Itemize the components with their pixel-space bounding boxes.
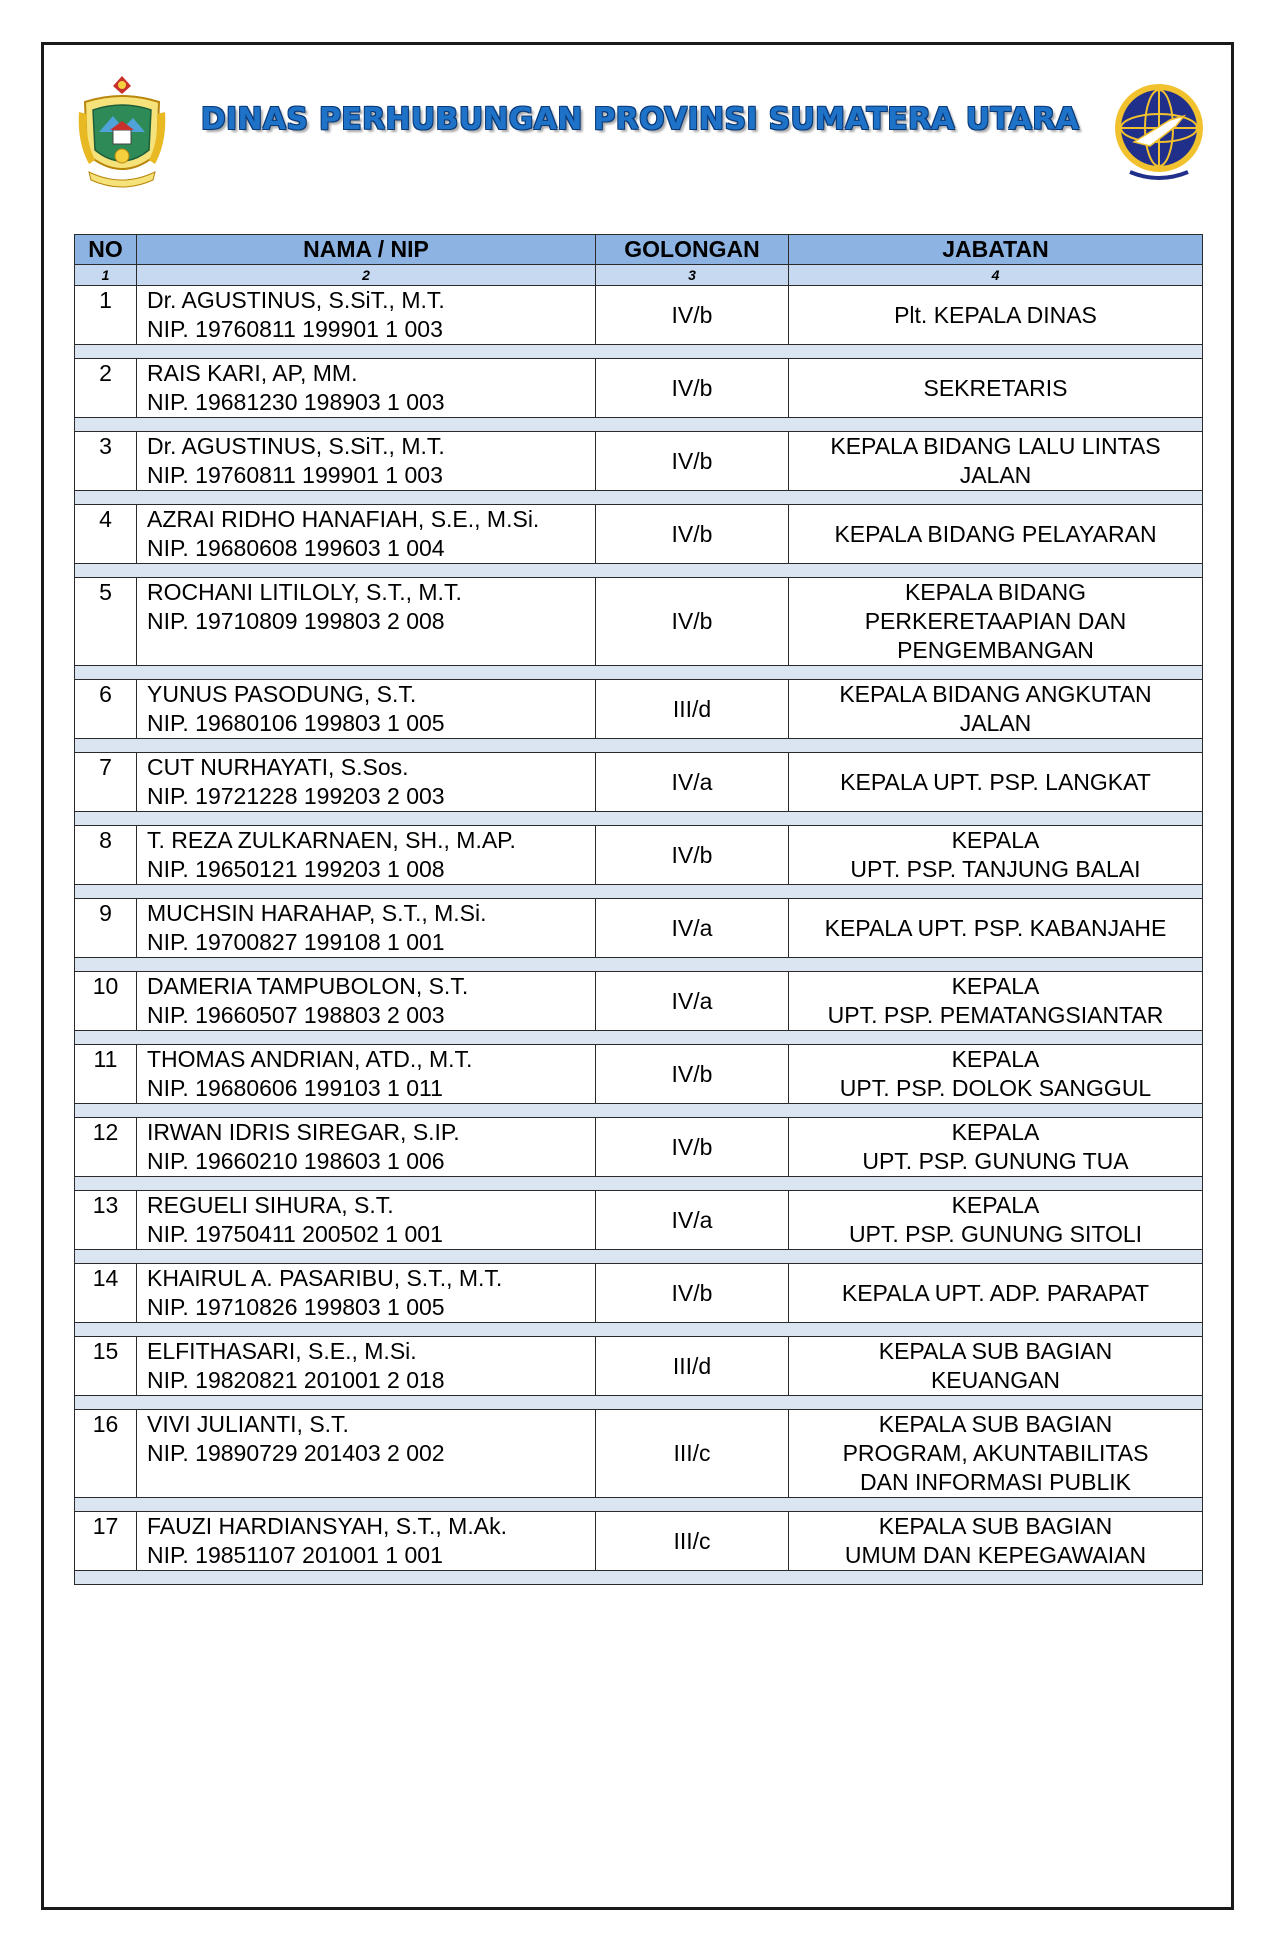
jabatan-line: PERKERETAAPIAN DAN: [864, 608, 1127, 634]
row-separator: [75, 739, 1203, 753]
table-row: [75, 1118, 1203, 1177]
jabatan-cell: [789, 1118, 1203, 1177]
row-separator-cell: [75, 1498, 1203, 1512]
golongan-cell: III/c: [596, 1512, 789, 1571]
row-number: 10: [75, 972, 137, 1031]
jabatan-line: UPT. PSP. GUNUNG SITOLI: [848, 1221, 1143, 1247]
golongan-cell: IV/b: [596, 432, 789, 491]
jabatan-cell: [789, 505, 1203, 564]
row-separator: [75, 1250, 1203, 1264]
name-nip-cell: [137, 432, 596, 491]
jabatan-line: KEPALA: [951, 973, 1040, 999]
official-name: IRWAN IDRIS SIREGAR, S.IP.: [147, 1119, 460, 1145]
row-separator-cell: [75, 564, 1203, 578]
row-separator: [75, 812, 1203, 826]
jabatan-line: UPT. PSP. TANJUNG BALAI: [850, 856, 1141, 882]
official-name: Dr. AGUSTINUS, S.SiT., M.T.: [147, 433, 445, 459]
name-nip-cell: [137, 1410, 596, 1498]
table-row: [75, 826, 1203, 885]
jabatan-cell: [789, 1191, 1203, 1250]
golongan-cell: IV/b: [596, 578, 789, 666]
jabatan-line: UPT. PSP. PEMATANGSIANTAR: [827, 1002, 1164, 1028]
row-number: 16: [75, 1410, 137, 1498]
column-header-jabatan: JABATAN: [789, 235, 1203, 265]
row-number: 15: [75, 1337, 137, 1396]
jabatan-line: KEPALA SUB BAGIAN: [878, 1338, 1113, 1364]
name-nip-cell: [137, 1191, 596, 1250]
official-nip: NIP. 19660507 198803 2 003: [147, 1002, 445, 1028]
row-separator-cell: [75, 1323, 1203, 1337]
golongan-cell: III/d: [596, 1337, 789, 1396]
row-separator-cell: [75, 812, 1203, 826]
golongan-cell: III/c: [596, 1410, 789, 1498]
row-separator: [75, 491, 1203, 505]
jabatan-line: KEPALA SUB BAGIAN: [878, 1411, 1113, 1437]
table-row: [75, 1191, 1203, 1250]
official-name: T. REZA ZULKARNAEN, SH., M.AP.: [147, 827, 516, 853]
official-name: Dr. AGUSTINUS, S.SiT., M.T.: [147, 287, 445, 313]
table-row: [75, 578, 1203, 666]
name-nip-cell: [137, 505, 596, 564]
golongan-cell: IV/b: [596, 1118, 789, 1177]
row-number: 1: [75, 286, 137, 345]
jabatan-line: JALAN: [959, 462, 1032, 488]
row-separator-cell: [75, 491, 1203, 505]
row-number: 14: [75, 1264, 137, 1323]
name-nip-cell: [137, 753, 596, 812]
table-row: [75, 359, 1203, 418]
column-number: 4: [789, 265, 1203, 286]
row-separator: [75, 1177, 1203, 1191]
row-number: 11: [75, 1045, 137, 1104]
row-separator: [75, 958, 1203, 972]
official-name: DAMERIA TAMPUBOLON, S.T.: [147, 973, 469, 999]
row-separator: [75, 1104, 1203, 1118]
jabatan-line: KEPALA BIDANG LALU LINTAS: [830, 433, 1161, 459]
official-nip: NIP. 19681230 198903 1 003: [147, 389, 445, 415]
jabatan-line: PENGEMBANGAN: [897, 637, 1094, 663]
page-title: DINAS PERHUBUNGAN PROVINSI SUMATERA UTARA: [200, 102, 1080, 137]
jabatan-line: KEPALA BIDANG PELAYARAN: [834, 520, 1157, 547]
row-separator: [75, 1571, 1203, 1585]
row-separator-cell: [75, 345, 1203, 359]
row-separator-cell: [75, 1571, 1203, 1585]
row-separator-cell: [75, 739, 1203, 753]
jabatan-cell: [789, 1410, 1203, 1498]
officials-table: [74, 234, 1203, 1585]
official-nip: NIP. 19680106 199803 1 005: [147, 710, 445, 736]
row-number: 8: [75, 826, 137, 885]
name-nip-cell: [137, 1512, 596, 1571]
row-separator-cell: [75, 1031, 1203, 1045]
table-row: [75, 1264, 1203, 1323]
official-name: REGUELI SIHURA, S.T.: [147, 1192, 394, 1218]
jabatan-cell: [789, 1264, 1203, 1323]
row-number: 5: [75, 578, 137, 666]
official-nip: NIP. 19760811 199901 1 003: [147, 316, 443, 342]
column-header-golongan: GOLONGAN: [596, 235, 789, 265]
name-nip-cell: [137, 578, 596, 666]
jabatan-line: KEPALA UPT. ADP. PARAPAT: [841, 1279, 1150, 1306]
official-name: VIVI JULIANTI, S.T.: [147, 1411, 349, 1437]
jabatan-cell: [789, 1337, 1203, 1396]
row-number: 17: [75, 1512, 137, 1571]
jabatan-cell: [789, 432, 1203, 491]
table-row: [75, 1045, 1203, 1104]
row-number: 13: [75, 1191, 137, 1250]
table-row: [75, 753, 1203, 812]
table-row: [75, 432, 1203, 491]
official-nip: NIP. 19650121 199203 1 008: [147, 856, 445, 882]
jabatan-line: KEPALA BIDANG: [904, 579, 1087, 605]
column-header-nama-nip: NAMA / NIP: [137, 235, 596, 265]
name-nip-cell: [137, 972, 596, 1031]
jabatan-cell: [789, 753, 1203, 812]
jabatan-cell: [789, 1045, 1203, 1104]
column-number: 1: [75, 265, 137, 286]
table-row: [75, 1512, 1203, 1571]
name-nip-cell: [137, 1337, 596, 1396]
row-separator-cell: [75, 1396, 1203, 1410]
official-name: MUCHSIN HARAHAP, S.T., M.Si.: [147, 900, 487, 926]
table-body: [75, 286, 1203, 1585]
name-nip-cell: [137, 1118, 596, 1177]
official-nip: NIP. 19700827 199108 1 001: [147, 929, 445, 955]
name-nip-cell: [137, 899, 596, 958]
official-name: KHAIRUL A. PASARIBU, S.T., M.T.: [147, 1265, 503, 1291]
jabatan-line: UMUM DAN KEPEGAWAIAN: [844, 1542, 1147, 1568]
golongan-cell: IV/b: [596, 1045, 789, 1104]
official-nip: NIP. 19750411 200502 1 001: [147, 1221, 443, 1247]
jabatan-line: KEPALA: [951, 827, 1040, 853]
table-row: [75, 899, 1203, 958]
row-number: 2: [75, 359, 137, 418]
jabatan-cell: [789, 899, 1203, 958]
jabatan-line: UPT. PSP. GUNUNG TUA: [862, 1148, 1129, 1174]
jabatan-line: KEPALA: [951, 1192, 1040, 1218]
column-header-no: NO: [75, 235, 137, 265]
row-separator: [75, 666, 1203, 680]
name-nip-cell: [137, 826, 596, 885]
official-nip: NIP. 19710826 199803 1 005: [147, 1294, 445, 1320]
jabatan-line: PROGRAM, AKUNTABILITAS: [842, 1440, 1149, 1466]
golongan-cell: IV/b: [596, 1264, 789, 1323]
provincial-emblem-icon: [77, 72, 167, 190]
jabatan-cell: [789, 680, 1203, 739]
row-separator: [75, 885, 1203, 899]
transport-ministry-icon: [1110, 80, 1208, 184]
table-row: [75, 1410, 1203, 1498]
official-nip: NIP. 19721228 199203 2 003: [147, 783, 445, 809]
official-nip: NIP. 19660210 198603 1 006: [147, 1148, 445, 1174]
name-nip-cell: [137, 359, 596, 418]
table-row: [75, 972, 1203, 1031]
jabatan-line: KEUANGAN: [930, 1367, 1061, 1393]
jabatan-cell: [789, 1512, 1203, 1571]
row-separator-cell: [75, 885, 1203, 899]
row-number: 12: [75, 1118, 137, 1177]
jabatan-cell: [789, 359, 1203, 418]
jabatan-line: SEKRETARIS: [923, 374, 1068, 401]
jabatan-cell: [789, 286, 1203, 345]
jabatan-cell: [789, 826, 1203, 885]
row-number: 4: [75, 505, 137, 564]
jabatan-line: KEPALA UPT. PSP. LANGKAT: [840, 768, 1151, 795]
row-separator: [75, 345, 1203, 359]
jabatan-line: Plt. KEPALA DINAS: [894, 301, 1097, 328]
golongan-cell: IV/b: [596, 505, 789, 564]
official-name: CUT NURHAYATI, S.Sos.: [147, 754, 409, 780]
table-row: [75, 286, 1203, 345]
golongan-cell: III/d: [596, 680, 789, 739]
jabatan-line: JALAN: [959, 710, 1032, 736]
column-number: 3: [596, 265, 789, 286]
official-name: FAUZI HARDIANSYAH, S.T., M.Ak.: [147, 1513, 507, 1539]
table-header-row: [75, 235, 1203, 265]
table-row: [75, 505, 1203, 564]
golongan-cell: IV/b: [596, 826, 789, 885]
row-separator: [75, 1498, 1203, 1512]
column-number: 2: [137, 265, 596, 286]
jabatan-cell: [789, 972, 1203, 1031]
jabatan-line: KEPALA SUB BAGIAN: [878, 1513, 1113, 1539]
row-separator-cell: [75, 1104, 1203, 1118]
official-nip: NIP. 19760811 199901 1 003: [147, 462, 443, 488]
golongan-cell: IV/a: [596, 1191, 789, 1250]
row-number: 3: [75, 432, 137, 491]
golongan-cell: IV/a: [596, 753, 789, 812]
name-nip-cell: [137, 1264, 596, 1323]
official-nip: NIP. 19680606 199103 1 011: [147, 1075, 443, 1101]
row-number: 7: [75, 753, 137, 812]
name-nip-cell: [137, 1045, 596, 1104]
table-row: [75, 680, 1203, 739]
official-name: ROCHANI LITILOLY, S.T., M.T.: [147, 579, 462, 605]
official-name: RAIS KARI, AP, MM.: [147, 360, 358, 386]
official-nip: NIP. 19680608 199603 1 004: [147, 535, 445, 561]
table-row: [75, 1337, 1203, 1396]
row-number: 6: [75, 680, 137, 739]
name-nip-cell: [137, 680, 596, 739]
jabatan-line: KEPALA: [951, 1046, 1040, 1072]
row-separator: [75, 564, 1203, 578]
official-name: THOMAS ANDRIAN, ATD., M.T.: [147, 1046, 473, 1072]
official-name: ELFITHASARI, S.E., M.Si.: [147, 1338, 417, 1364]
column-number-row: [75, 265, 1203, 286]
jabatan-line: KEPALA: [951, 1119, 1040, 1145]
jabatan-line: DAN INFORMASI PUBLIK: [860, 1469, 1131, 1495]
golongan-cell: IV/b: [596, 359, 789, 418]
official-nip: NIP. 19820821 201001 2 018: [147, 1367, 445, 1393]
row-separator: [75, 1323, 1203, 1337]
jabatan-cell: [789, 578, 1203, 666]
golongan-cell: IV/a: [596, 972, 789, 1031]
official-nip: NIP. 19851107 201001 1 001: [147, 1542, 443, 1568]
golongan-cell: IV/b: [596, 286, 789, 345]
name-nip-cell: [137, 286, 596, 345]
jabatan-line: KEPALA UPT. PSP. KABANJAHE: [824, 914, 1167, 941]
row-separator-cell: [75, 418, 1203, 432]
official-nip: NIP. 19710809 199803 2 008: [147, 608, 445, 634]
row-separator-cell: [75, 666, 1203, 680]
jabatan-line: UPT. PSP. DOLOK SANGGUL: [839, 1075, 1152, 1101]
row-separator-cell: [75, 1177, 1203, 1191]
row-separator: [75, 1031, 1203, 1045]
jabatan-line: KEPALA BIDANG ANGKUTAN: [839, 681, 1152, 707]
golongan-cell: IV/a: [596, 899, 789, 958]
row-separator-cell: [75, 958, 1203, 972]
official-name: YUNUS PASODUNG, S.T.: [147, 681, 417, 707]
row-separator: [75, 418, 1203, 432]
official-name: AZRAI RIDHO HANAFIAH, S.E., M.Si.: [147, 506, 540, 532]
official-nip: NIP. 19890729 201403 2 002: [147, 1440, 445, 1466]
row-number: 9: [75, 899, 137, 958]
row-separator: [75, 1396, 1203, 1410]
row-separator-cell: [75, 1250, 1203, 1264]
